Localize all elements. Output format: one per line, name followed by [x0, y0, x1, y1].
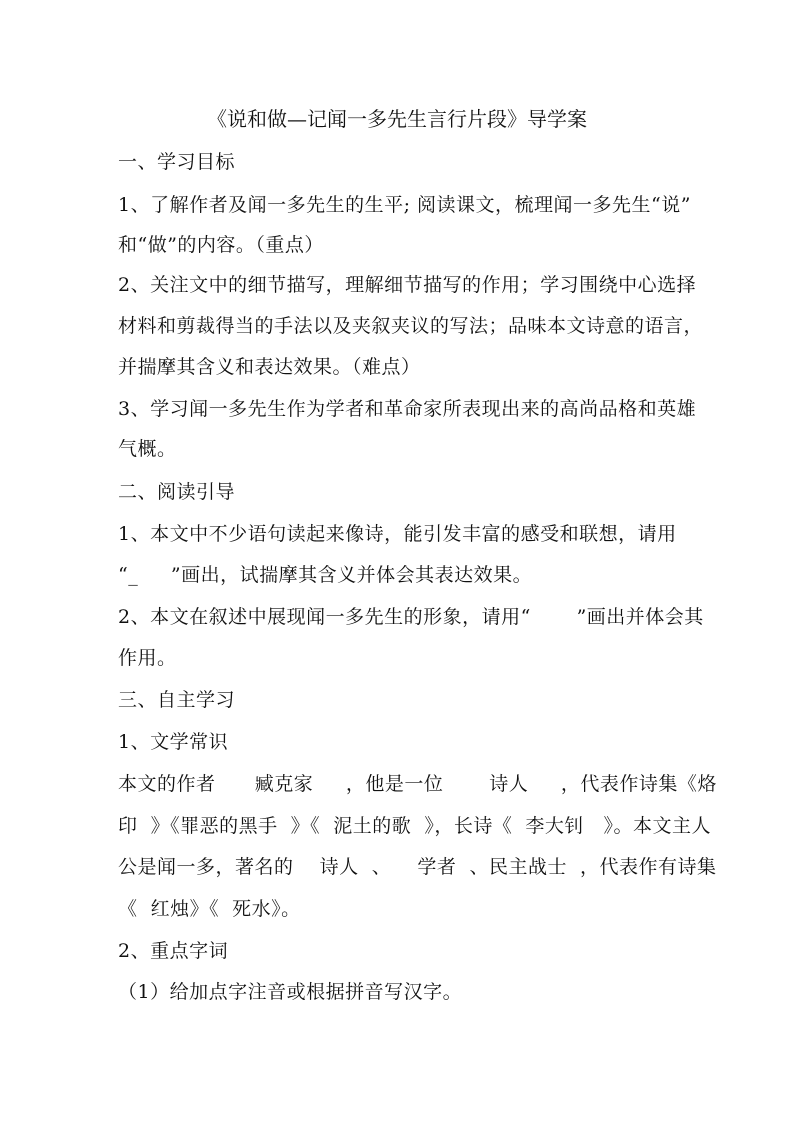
literary-knowledge-line-1: 本文的作者 臧克家 ，他是一位 诗人 ，代表作诗集《烙: [118, 773, 717, 795]
section-heading-reading-guide: 二、阅读引导: [118, 481, 236, 503]
guide-2-line-2: 作用。: [118, 647, 177, 669]
goal-3-line-1: 3、学习闻一多先生作为学者和革命家所表现出来的高尚品格和英雄: [118, 398, 697, 420]
section-heading-self-study: 三、自主学习: [118, 689, 236, 711]
goal-2-line-2: 材料和剪裁得当的手法以及夹叙夹议的写法；品味本文诗意的语言，: [118, 315, 704, 337]
key-words-item-1: （1）给加点字注音或根据拼音写汉字。: [118, 981, 463, 1003]
goal-2-line-3: 并揣摩其含义和表达效果。（难点）: [118, 356, 421, 378]
literary-knowledge-line-3: 公是闻一多，著名的 诗人 、 学者 、民主战士 ，代表作有诗集: [118, 856, 717, 878]
literary-knowledge-line-4: 《 红烛》《 死水》。: [118, 898, 301, 920]
goal-3-line-2: 气概。: [118, 438, 177, 460]
literary-knowledge-line-2: 印 》《罪恶的黑手 》《 泥土的歌 》，长诗《 李大钊 》。本文主人: [118, 815, 712, 837]
guide-2-line-1: 2、本文在叙述中展现闻一多先生的形象，请用“ ”画出并体会其: [118, 606, 704, 628]
guide-1-line-1: 1、本文中不少语句读起来像诗，能引发丰富的感受和联想，请用: [118, 523, 677, 545]
goal-1-line-2: 和“做”的内容。（重点）: [118, 234, 324, 256]
document-title: 《说和做—记闻一多先生言行片段》导学案: [207, 107, 587, 131]
guide-1-line-2: “_ ”画出，试揣摩其含义并体会其表达效果。: [118, 564, 533, 586]
section-heading-goals: 一、学习目标: [118, 151, 236, 173]
subheading-key-words: 2、重点字词: [118, 940, 229, 962]
subheading-literary-knowledge: 1、文学常识: [118, 731, 229, 753]
goal-2-line-1: 2、关注文中的细节描写，理解细节描写的作用；学习围绕中心选择: [118, 274, 697, 296]
goal-1-line-1: 1、了解作者及闻一多先生的生平; 阅读课文，梳理闻一多先生“说”: [118, 194, 691, 216]
